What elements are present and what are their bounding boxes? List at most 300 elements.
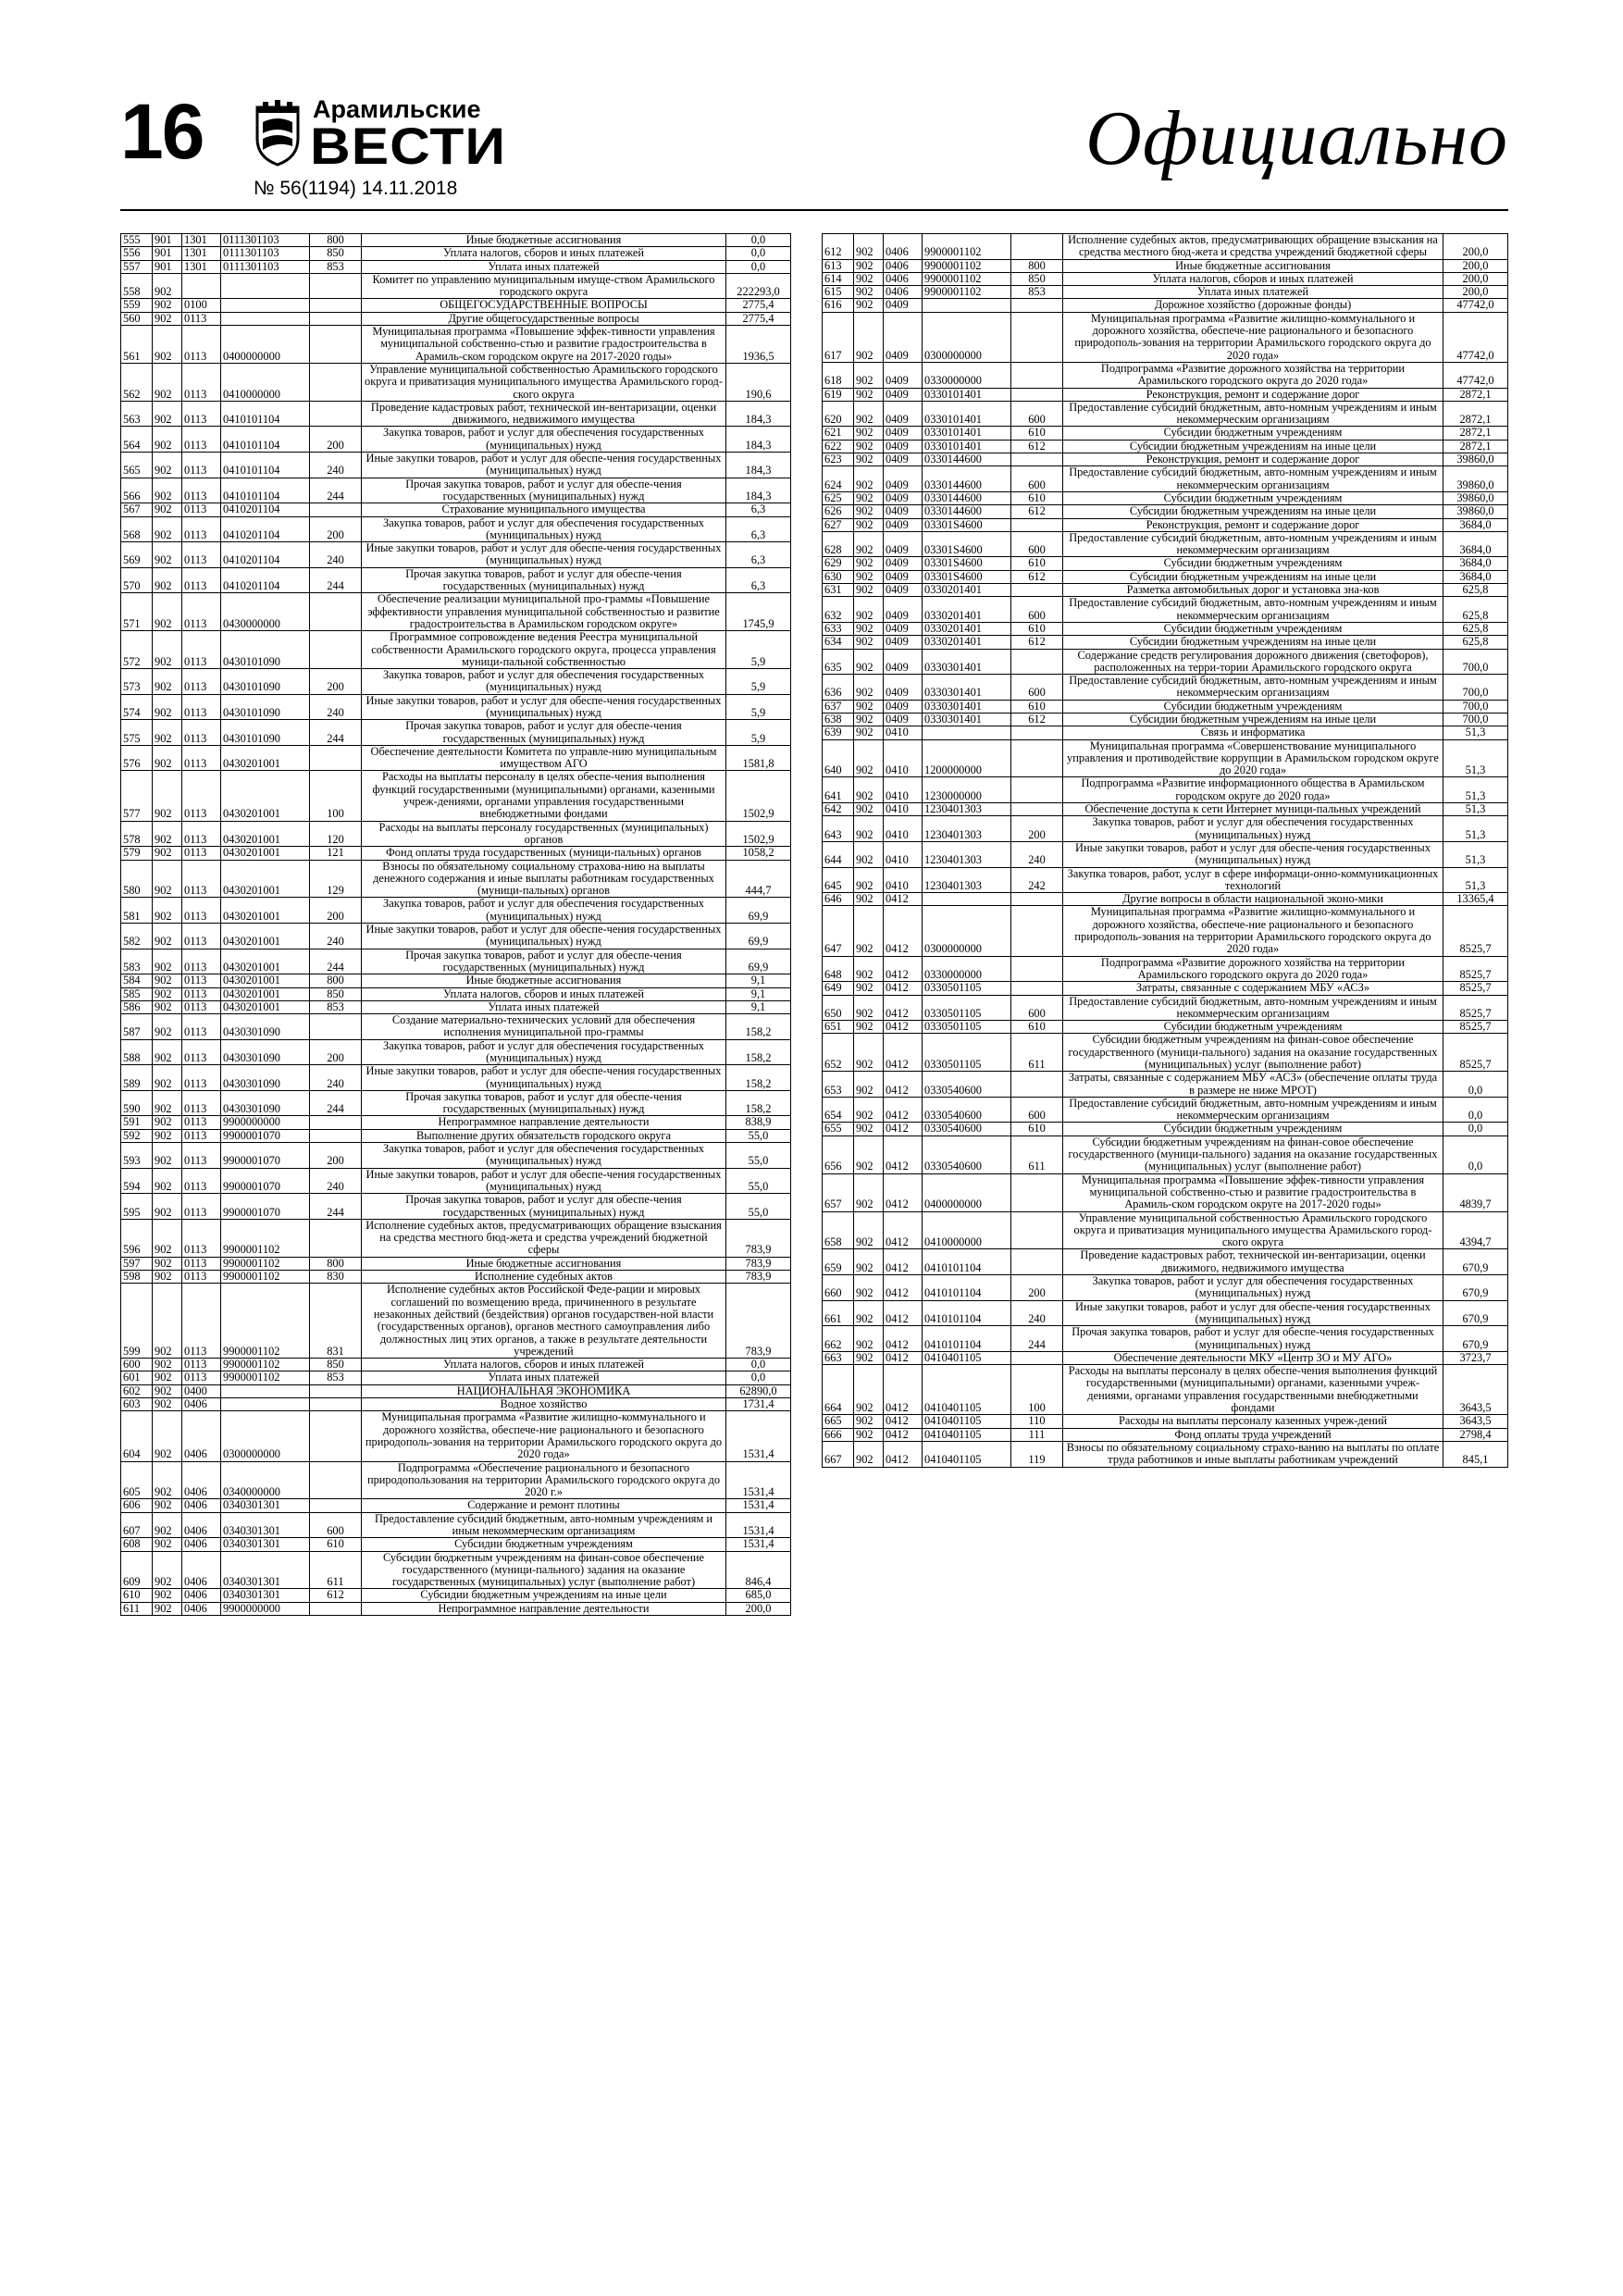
expense-type: 110: [1011, 1415, 1063, 1428]
admin-code: 902: [153, 1461, 182, 1499]
description: Муниципальная программа «Развитие жилищно-коммунального и дорожного хозяйства, обеспече-ние рационального и безопасного природополь-зования на территории Арамильского городского округа до 2020 года»: [1063, 906, 1443, 956]
description: Затраты, связанные с содержанием МБУ «АСЗ» (обеспечение оплаты труда в размере не ниже МРОТ): [1063, 1072, 1443, 1098]
row-number: 589: [121, 1065, 153, 1091]
table-row: [823, 675, 1508, 701]
amount: 39860,0: [1443, 491, 1508, 504]
target-code: [923, 893, 1011, 906]
target-code: 9900001102: [923, 259, 1011, 272]
expense-type: [1011, 299, 1063, 312]
admin-code: 902: [153, 478, 182, 503]
target-code: 0430201001: [221, 974, 310, 987]
amount: 4394,7: [1443, 1211, 1508, 1249]
expense-type: 240: [310, 1065, 362, 1091]
description: Прочая закупка товаров, работ и услуг для обеспе-чения государственных (муниципальных) нужд: [362, 720, 726, 746]
section-code: 0100: [182, 299, 221, 312]
row-number: 573: [121, 669, 153, 695]
admin-code: 902: [854, 312, 884, 362]
admin-code: 902: [854, 995, 884, 1021]
admin-code: 902: [153, 1359, 182, 1371]
amount: 1745,9: [726, 593, 791, 631]
target-code: 0330000000: [923, 956, 1011, 982]
section-code: 0409: [884, 700, 923, 713]
amount: 670,9: [1443, 1326, 1508, 1352]
description: Субсидии бюджетным учреждениям на финан-совое обеспечение государственного (муници-пального) задания на оказание государственных (муниципальных) услуг (выполнение работ): [362, 1551, 726, 1589]
section-code: 0113: [182, 1014, 221, 1040]
description: Водное хозяйство: [362, 1398, 726, 1411]
amount: 5,9: [726, 669, 791, 695]
admin-code: 902: [854, 272, 884, 285]
amount: 200,0: [1443, 234, 1508, 260]
description: Субсидии бюджетным учреждениям на финан-совое обеспечение государственного (муници-пального) задания на оказание государственных (муниципальных) услуг (выполнение работ): [1063, 1136, 1443, 1173]
row-number: 614: [823, 272, 854, 285]
amount: 1531,4: [726, 1499, 791, 1512]
admin-code: 902: [854, 713, 884, 726]
target-code: 0430301090: [221, 1039, 310, 1065]
amount: 0,0: [726, 1359, 791, 1371]
section-code: 0406: [182, 1538, 221, 1551]
description: Закупка товаров, работ и услуг для обеспечения государственных (муниципальных) нужд: [362, 1039, 726, 1065]
expense-type: [310, 1602, 362, 1615]
section-code: 0113: [182, 516, 221, 542]
amount: 8525,7: [1443, 1034, 1508, 1072]
row-number: 600: [121, 1359, 153, 1371]
table-row: [121, 273, 791, 299]
table-row: [823, 1300, 1508, 1326]
target-code: 0430201001: [221, 898, 310, 924]
expense-type: 610: [1011, 1021, 1063, 1034]
amount: 1731,4: [726, 1398, 791, 1411]
target-code: 0430201001: [221, 821, 310, 847]
amount: 1531,4: [726, 1538, 791, 1551]
row-number: 578: [121, 821, 153, 847]
section-code: 0113: [182, 326, 221, 364]
amount: 670,9: [1443, 1275, 1508, 1301]
section-code: 0113: [182, 898, 221, 924]
row-number: 564: [121, 427, 153, 453]
target-code: 9900000000: [221, 1116, 310, 1129]
table-row: [121, 1257, 791, 1270]
amount: 625,8: [1443, 636, 1508, 649]
target-code: 0330501105: [923, 995, 1011, 1021]
section-code: 0113: [182, 631, 221, 669]
table-row: [823, 312, 1508, 362]
target-code: 1230401303: [923, 841, 1011, 867]
admin-code: 902: [854, 867, 884, 893]
target-code: 0430101090: [221, 631, 310, 669]
admin-code: 902: [854, 1428, 884, 1441]
description: Затраты, связанные с содержанием МБУ «АСЗ»: [1063, 982, 1443, 995]
section-code: 0409: [884, 388, 923, 401]
description: Субсидии бюджетным учреждениям: [1063, 1021, 1443, 1034]
admin-code: 901: [153, 247, 182, 260]
description: Программное сопровождение ведения Реестра муниципальной собственности Арамильского городского округа, процесса управления муници-пальной собственностью: [362, 631, 726, 669]
amount: 3723,7: [1443, 1351, 1508, 1364]
row-number: 638: [823, 713, 854, 726]
expense-type: 200: [1011, 816, 1063, 842]
admin-code: 902: [153, 949, 182, 974]
row-number: 612: [823, 234, 854, 260]
row-number: 640: [823, 739, 854, 777]
section-code: 0410: [884, 726, 923, 739]
target-code: 0410401105: [923, 1415, 1011, 1428]
section-code: 0113: [182, 593, 221, 631]
expense-type: 610: [1011, 557, 1063, 570]
amount: 2775,4: [726, 312, 791, 325]
admin-code: 902: [854, 1275, 884, 1301]
row-number: 576: [121, 745, 153, 771]
expense-type: 240: [310, 453, 362, 478]
amount: 0,0: [726, 260, 791, 273]
target-code: 9900001102: [221, 1219, 310, 1257]
section-code: 0409: [884, 636, 923, 649]
table-row: [121, 1284, 791, 1359]
section-code: 0409: [884, 557, 923, 570]
row-number: 628: [823, 531, 854, 557]
target-code: 9900001070: [221, 1168, 310, 1194]
table-row: [121, 1359, 791, 1371]
target-code: 0410101104: [923, 1300, 1011, 1326]
amount: 184,3: [726, 401, 791, 427]
row-number: 559: [121, 299, 153, 312]
target-code: 9900001102: [923, 272, 1011, 285]
row-number: 556: [121, 247, 153, 260]
target-code: 0111301103: [221, 260, 310, 273]
description: Предоставление субсидий бюджетным, авто-номным учреждениям и иным некоммерческим организациям: [1063, 466, 1443, 492]
row-number: 642: [823, 803, 854, 816]
target-code: 9900001102: [221, 1371, 310, 1384]
expense-type: 610: [1011, 491, 1063, 504]
amount: 55,0: [726, 1143, 791, 1169]
target-code: 0400000000: [221, 326, 310, 364]
section-code: 0409: [884, 362, 923, 388]
expense-type: 240: [310, 924, 362, 949]
row-number: 630: [823, 570, 854, 583]
admin-code: 902: [153, 771, 182, 821]
table-row: [121, 478, 791, 503]
row-number: 581: [121, 898, 153, 924]
amount: 51,3: [1443, 816, 1508, 842]
section-code: 0113: [182, 924, 221, 949]
row-number: 629: [823, 557, 854, 570]
amount: 9,1: [726, 974, 791, 987]
description: Исполнение судебных актов, предусматривающих обращение взыскания на средства местного бюд-жета и средства учреждений бюджетной сферы: [362, 1219, 726, 1257]
amount: 3643,5: [1443, 1415, 1508, 1428]
section-code: 0406: [182, 1461, 221, 1499]
amount: 625,8: [1443, 597, 1508, 623]
amount: 55,0: [726, 1194, 791, 1220]
admin-code: 902: [854, 636, 884, 649]
row-number: 632: [823, 597, 854, 623]
admin-code: 902: [153, 1551, 182, 1589]
row-number: 605: [121, 1461, 153, 1499]
expense-type: 850: [310, 247, 362, 260]
expense-type: [310, 1384, 362, 1397]
description: Расходы на выплаты персоналу казенных учреж-дений: [1063, 1415, 1443, 1428]
expense-type: [1011, 388, 1063, 401]
admin-code: 902: [854, 299, 884, 312]
admin-code: 902: [153, 326, 182, 364]
expense-type: 240: [310, 694, 362, 720]
amount: 5,9: [726, 720, 791, 746]
table-row: [823, 816, 1508, 842]
table-row: [121, 694, 791, 720]
description: Муниципальная программа «Совершенствование муниципального управления и противодействие коррупции в Арамильском городском округе до 2020 года»: [1063, 739, 1443, 777]
admin-code: 902: [854, 675, 884, 701]
section-code: 0113: [182, 1284, 221, 1359]
section-code: 0412: [884, 1351, 923, 1364]
description: Иные закупки товаров, работ и услуг для обеспе-чения государственных (муниципальных) нужд: [362, 694, 726, 720]
section-code: 0410: [884, 841, 923, 867]
row-number: 667: [823, 1441, 854, 1467]
expense-type: [1011, 584, 1063, 597]
row-number: 563: [121, 401, 153, 427]
expense-type: 610: [1011, 622, 1063, 635]
description: Закупка товаров, работ и услуг для обеспечения государственных (муниципальных) нужд: [362, 898, 726, 924]
description: Субсидии бюджетным учреждениям: [1063, 1123, 1443, 1136]
row-number: 602: [121, 1384, 153, 1397]
expense-type: [1011, 1072, 1063, 1098]
admin-code: 902: [153, 503, 182, 516]
description: Предоставление субсидий бюджетным, авто-номным учреждениям и иным некоммерческим организациям: [1063, 531, 1443, 557]
admin-code: 902: [153, 821, 182, 847]
row-number: 662: [823, 1326, 854, 1352]
table-row: [121, 363, 791, 401]
row-number: 616: [823, 299, 854, 312]
expense-type: [1011, 649, 1063, 675]
section-code: 0113: [182, 453, 221, 478]
description: Реконструкция, ремонт и содержание дорог: [1063, 388, 1443, 401]
table-row: [823, 1326, 1508, 1352]
amount: 4839,7: [1443, 1173, 1508, 1211]
section-code: 0406: [182, 1411, 221, 1461]
target-code: 0410101104: [923, 1326, 1011, 1352]
section-code: 0409: [884, 427, 923, 440]
description: Предоставление субсидий бюджетным, авто-номным учреждениям и иным некоммерческим организациям: [1063, 597, 1443, 623]
description: Уплата налогов, сборов и иных платежей: [362, 987, 726, 1000]
admin-code: 902: [854, 1034, 884, 1072]
admin-code: 902: [153, 745, 182, 771]
table-row: [823, 867, 1508, 893]
target-code: 0430201001: [221, 1000, 310, 1013]
section-code: 0406: [182, 1602, 221, 1615]
table-row: [823, 1351, 1508, 1364]
table-row: [121, 1014, 791, 1040]
section-code: 0410: [884, 739, 923, 777]
admin-code: 902: [854, 1136, 884, 1173]
row-number: 646: [823, 893, 854, 906]
expense-type: 612: [1011, 505, 1063, 518]
description: Субсидии бюджетным учреждениям на иные цели: [1063, 713, 1443, 726]
expense-type: 800: [1011, 259, 1063, 272]
table-row: [121, 567, 791, 593]
amount: 1502,9: [726, 771, 791, 821]
admin-code: 902: [854, 803, 884, 816]
table-row: [121, 1000, 791, 1013]
section-code: 0410: [884, 777, 923, 803]
expense-type: [1011, 803, 1063, 816]
target-code: 9900001102: [221, 1257, 310, 1270]
admin-code: 902: [854, 649, 884, 675]
target-code: 0340301301: [221, 1499, 310, 1512]
table-row: [121, 326, 791, 364]
description: Субсидии бюджетным учреждениям на иные цели: [362, 1589, 726, 1602]
description: Разметка автомобильных дорог и установка зна-ков: [1063, 584, 1443, 597]
amount: 5,9: [726, 631, 791, 669]
row-number: 624: [823, 466, 854, 492]
target-code: 9900001102: [923, 234, 1011, 260]
expense-type: [310, 1014, 362, 1040]
row-number: 620: [823, 401, 854, 427]
target-code: 9900001102: [221, 1359, 310, 1371]
description: Субсидии бюджетным учреждениям: [1063, 427, 1443, 440]
row-number: 570: [121, 567, 153, 593]
description: Иные закупки товаров, работ и услуг для обеспе-чения государственных (муниципальных) нужд: [362, 453, 726, 478]
section-code: 0412: [884, 1249, 923, 1275]
section-code: 0113: [182, 1168, 221, 1194]
expense-type: 244: [310, 1090, 362, 1116]
row-number: 631: [823, 584, 854, 597]
table-row: [823, 1021, 1508, 1034]
amount: 39860,0: [1443, 466, 1508, 492]
target-code: 9900001070: [221, 1143, 310, 1169]
target-code: 03301S4600: [923, 518, 1011, 531]
admin-code: 902: [153, 593, 182, 631]
target-code: [221, 1398, 310, 1411]
row-number: 644: [823, 841, 854, 867]
table-row: [121, 987, 791, 1000]
amount: 6,3: [726, 516, 791, 542]
target-code: 0340000000: [221, 1461, 310, 1499]
target-code: 0430201001: [221, 924, 310, 949]
expense-type: 600: [1011, 466, 1063, 492]
section-code: 0409: [884, 453, 923, 466]
table-row: [121, 593, 791, 631]
expense-type: 244: [310, 1194, 362, 1220]
target-code: 0330201401: [923, 636, 1011, 649]
admin-code: 902: [854, 777, 884, 803]
expense-type: 611: [1011, 1034, 1063, 1072]
description: Уплата иных платежей: [362, 1371, 726, 1384]
section-code: 0113: [182, 1219, 221, 1257]
expense-type: 244: [310, 720, 362, 746]
table-row: [823, 491, 1508, 504]
amount: 47742,0: [1443, 312, 1508, 362]
amount: 783,9: [726, 1284, 791, 1359]
row-number: 555: [121, 234, 153, 247]
admin-code: 902: [854, 531, 884, 557]
description: Реконструкция, ремонт и содержание дорог: [1063, 453, 1443, 466]
expense-type: 600: [1011, 995, 1063, 1021]
admin-code: 902: [153, 1284, 182, 1359]
row-number: 598: [121, 1271, 153, 1284]
admin-code: 902: [854, 234, 884, 260]
table-row: [121, 1271, 791, 1284]
row-number: 604: [121, 1411, 153, 1461]
admin-code: 902: [854, 286, 884, 299]
admin-code: 902: [153, 1000, 182, 1013]
budget-table-right-body: [823, 234, 1508, 1468]
expense-type: 611: [1011, 1136, 1063, 1173]
section-code: 0410: [884, 803, 923, 816]
admin-code: 902: [153, 1014, 182, 1040]
row-number: 639: [823, 726, 854, 739]
target-code: 0410401105: [923, 1365, 1011, 1415]
table-row: [823, 234, 1508, 260]
page-number: 16: [120, 88, 204, 175]
section-code: 0113: [182, 363, 221, 401]
expense-type: 600: [1011, 401, 1063, 427]
expense-type: [310, 401, 362, 427]
expense-type: [1011, 777, 1063, 803]
description: Управление муниципальной собственностью Арамильского городского округа и приватизация муниципального имущества Арамильского город-ского округа: [362, 363, 726, 401]
expense-type: 244: [310, 949, 362, 974]
table-row: [121, 821, 791, 847]
description: Страхование муниципального имущества: [362, 503, 726, 516]
admin-code: 902: [153, 1371, 182, 1384]
description: Уплата иных платежей: [362, 1000, 726, 1013]
expense-type: 242: [1011, 867, 1063, 893]
table-row: [121, 260, 791, 273]
description: Подпрограмма «Развитие дорожного хозяйства на территории Арамильского городского округа до 2020 года»: [1063, 956, 1443, 982]
section-code: 0412: [884, 1415, 923, 1428]
row-number: 583: [121, 949, 153, 974]
table-row: [823, 1275, 1508, 1301]
admin-code: 902: [854, 505, 884, 518]
target-code: 9900001102: [923, 286, 1011, 299]
description: Предоставление субсидий бюджетным, авто-номным учреждениям и иным некоммерческим организациям: [1063, 401, 1443, 427]
row-number: 603: [121, 1398, 153, 1411]
description: Закупка товаров, работ и услуг для обеспечения государственных (муниципальных) нужд: [1063, 1275, 1443, 1301]
section-code: 0409: [884, 584, 923, 597]
description: Субсидии бюджетным учреждениям на финан-совое обеспечение государственного (муници-пального) задания на оказание государственных (муниципальных) услуг (выполнение работ): [1063, 1034, 1443, 1072]
amount: 2775,4: [726, 299, 791, 312]
target-code: 1230000000: [923, 777, 1011, 803]
description: Субсидии бюджетным учреждениям: [362, 1538, 726, 1551]
target-code: 0330301401: [923, 700, 1011, 713]
target-code: 0410201104: [221, 516, 310, 542]
expense-type: [310, 273, 362, 299]
row-number: 574: [121, 694, 153, 720]
table-row: [121, 1143, 791, 1169]
target-code: 0430201001: [221, 771, 310, 821]
table-row: [823, 739, 1508, 777]
amount: 670,9: [1443, 1300, 1508, 1326]
description: Комитет по управлению муниципальным имуще-ством Арамильского городского округа: [362, 273, 726, 299]
amount: 625,8: [1443, 584, 1508, 597]
brand-name-top: Арамильские: [313, 95, 481, 123]
section-code: 0409: [884, 531, 923, 557]
table-row: [823, 570, 1508, 583]
amount: 158,2: [726, 1090, 791, 1116]
description: Закупка товаров, работ, услуг в сфере информаци-онно-коммуникационных технологий: [1063, 867, 1443, 893]
table-row: [823, 1441, 1508, 1467]
row-number: 657: [823, 1173, 854, 1211]
admin-code: 902: [854, 401, 884, 427]
row-number: 586: [121, 1000, 153, 1013]
admin-code: 902: [153, 694, 182, 720]
expense-type: 612: [1011, 636, 1063, 649]
amount: 51,3: [1443, 867, 1508, 893]
row-number: 652: [823, 1034, 854, 1072]
admin-code: 902: [153, 1194, 182, 1220]
expense-type: 244: [310, 567, 362, 593]
row-number: 613: [823, 259, 854, 272]
expense-type: 600: [1011, 597, 1063, 623]
target-code: 0300000000: [221, 1411, 310, 1461]
target-code: 0410201104: [221, 542, 310, 568]
table-row: [823, 401, 1508, 427]
target-code: 0410101104: [923, 1249, 1011, 1275]
